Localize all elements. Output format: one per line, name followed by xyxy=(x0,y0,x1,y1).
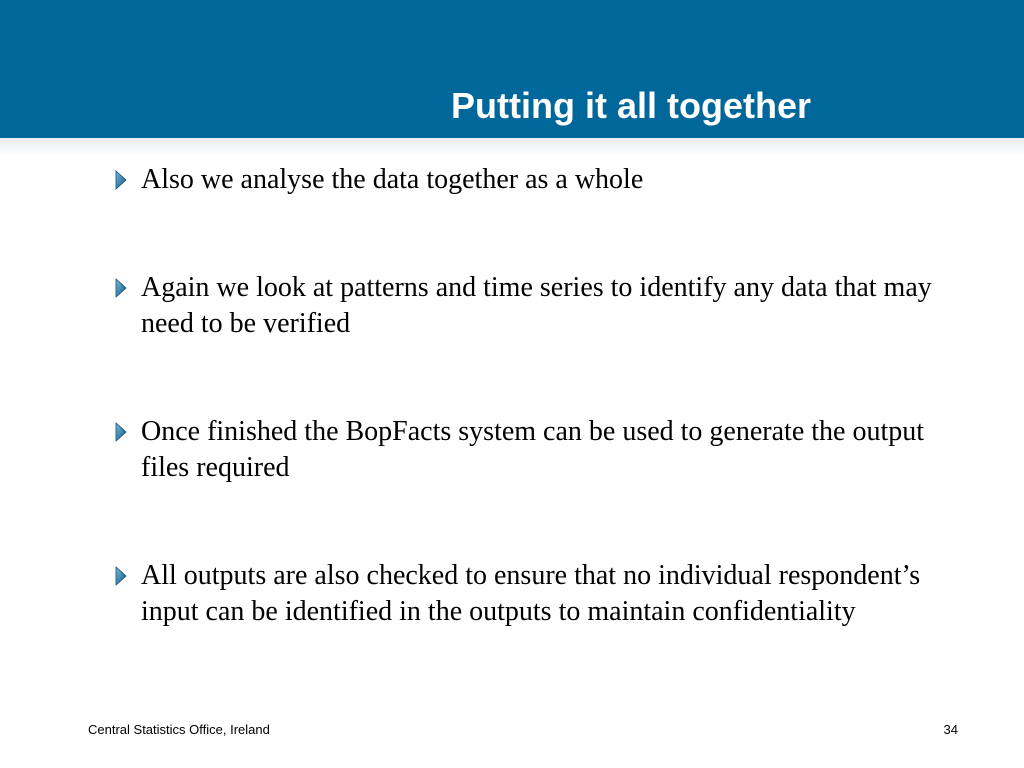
bullet-text: Once finished the BopFacts system can be used to generate the output files required xyxy=(141,416,925,483)
bullet-item xyxy=(115,162,935,198)
header-band xyxy=(0,0,1024,138)
bullet-list xyxy=(115,162,935,630)
bullet-text: Also we analyse the data together as a whole xyxy=(141,164,644,195)
triangle-bullet-icon xyxy=(115,170,127,190)
bullet-item xyxy=(115,270,935,342)
triangle-bullet-icon xyxy=(115,422,127,442)
page-number: 34 xyxy=(943,722,958,737)
bullet-text: All outputs are also checked to ensure that no individual respondent’s input can be identified in the outputs to maintain confidentiality xyxy=(141,560,921,627)
header-shadow xyxy=(0,138,1024,156)
bullet-text: Again we look at patterns and time series to identify any data that may need to be verified xyxy=(141,272,932,339)
slide-title: Putting it all together xyxy=(451,85,811,126)
triangle-bullet-icon xyxy=(115,278,127,298)
footer-organization: Central Statistics Office, Ireland xyxy=(88,722,270,737)
bullet-item xyxy=(115,558,935,630)
bullet-item xyxy=(115,414,935,486)
triangle-bullet-icon xyxy=(115,566,127,586)
